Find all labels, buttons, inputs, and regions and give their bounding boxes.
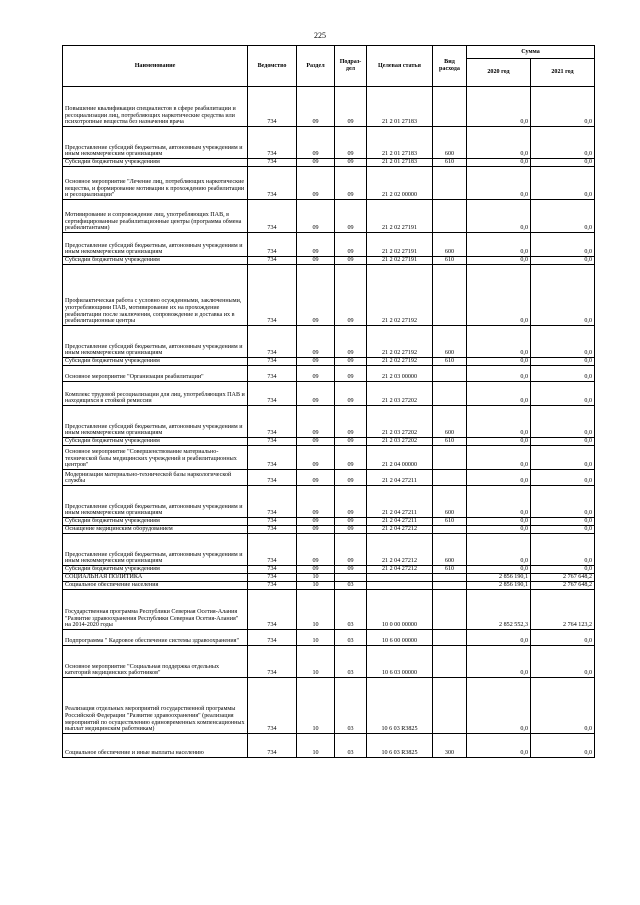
- row-razdel: 09: [297, 382, 335, 406]
- row-sum-2021: 2 764 123,2: [531, 590, 595, 630]
- row-csr: 21 2 02 27192: [367, 326, 433, 358]
- row-sum-2020: 0,0: [467, 486, 531, 518]
- row-vr: [433, 265, 467, 326]
- row-name: Оснащение медицинским оборудованием: [63, 526, 248, 534]
- table-row: [63, 159, 595, 167]
- row-vr: [433, 582, 467, 590]
- row-vedomstvo: 734: [248, 446, 297, 470]
- row-csr: [367, 574, 433, 582]
- row-razdel: 10: [297, 734, 335, 758]
- row-vedomstvo: 734: [248, 574, 297, 582]
- row-sum-2020: 0,0: [467, 518, 531, 526]
- row-razdel: 09: [297, 87, 335, 127]
- row-sum-2020: 2 852 552,3: [467, 590, 531, 630]
- table-row: [63, 127, 595, 159]
- table-row: [63, 233, 595, 257]
- row-sum-2021: 0,0: [531, 167, 595, 200]
- row-csr: 21 2 04 27211: [367, 518, 433, 526]
- row-name: Государственная программа Республики Северная Осетия-Алания "Развитие здравоохранения Республики Северная Осетия-Алания" на 2014-2020 годы: [63, 590, 248, 630]
- row-razdel: 09: [297, 358, 335, 366]
- row-name: Основное мероприятие "Совершенствование материально-технической базы медицинских учреждений и реабилитационных центров": [63, 446, 248, 470]
- table-row: [63, 582, 595, 590]
- row-csr: 21 2 02 00000: [367, 167, 433, 200]
- row-name: Комплекс трудовой ресоциализации для лиц, употребляющих ПАВ и находящихся в стойкой ремиссии: [63, 382, 248, 406]
- row-podrazdel: 09: [335, 257, 367, 265]
- row-name: Социальное обеспечение и иные выплаты населению: [63, 734, 248, 758]
- row-vedomstvo: 734: [248, 566, 297, 574]
- row-sum-2020: 0,0: [467, 326, 531, 358]
- row-vedomstvo: 734: [248, 486, 297, 518]
- row-vedomstvo: 734: [248, 582, 297, 590]
- row-sum-2020: 0,0: [467, 470, 531, 486]
- row-podrazdel: 09: [335, 87, 367, 127]
- row-razdel: 09: [297, 159, 335, 167]
- row-vr: 600: [433, 233, 467, 257]
- row-podrazdel: 09: [335, 566, 367, 574]
- row-name: Предоставление субсидий бюджетным, автономным учреждениям и иным некоммерческим организациям: [63, 233, 248, 257]
- row-razdel: 10: [297, 678, 335, 734]
- row-sum-2020: 2 856 190,1: [467, 574, 531, 582]
- row-sum-2020: 0,0: [467, 630, 531, 646]
- row-sum-2021: 2 767 648,2: [531, 582, 595, 590]
- table-row: [63, 382, 595, 406]
- row-podrazdel: 09: [335, 127, 367, 159]
- header-summa: Сумма: [467, 46, 595, 59]
- row-vedomstvo: 734: [248, 233, 297, 257]
- row-name: Повышение квалификации специалистов в сфере реабилитации и ресоциализации лиц, потребляющих наркотические средства или психотропные вещества без назначения врача: [63, 87, 248, 127]
- row-sum-2020: 0,0: [467, 233, 531, 257]
- row-csr: 21 2 04 27211: [367, 470, 433, 486]
- row-podrazdel: 09: [335, 200, 367, 233]
- header-2020: 2020 год: [467, 59, 531, 87]
- row-vedomstvo: 734: [248, 127, 297, 159]
- row-sum-2021: 0,0: [531, 438, 595, 446]
- row-csr: 21 2 02 27191: [367, 200, 433, 233]
- row-sum-2021: 0,0: [531, 257, 595, 265]
- header-razdel: Раздел: [297, 46, 335, 87]
- row-razdel: 09: [297, 200, 335, 233]
- row-vedomstvo: 734: [248, 366, 297, 382]
- row-csr: 10 6 03 00000: [367, 646, 433, 678]
- row-name: Социальное обеспечение населения: [63, 582, 248, 590]
- row-sum-2021: 0,0: [531, 630, 595, 646]
- header-2021: 2021 год: [531, 59, 595, 87]
- row-razdel: 09: [297, 265, 335, 326]
- row-podrazdel: 09: [335, 358, 367, 366]
- row-vedomstvo: 734: [248, 87, 297, 127]
- row-vr: 300: [433, 734, 467, 758]
- row-sum-2020: 0,0: [467, 366, 531, 382]
- row-name: Субсидии бюджетным учреждениям: [63, 566, 248, 574]
- row-name: Основное мероприятие "Организация реабилитации": [63, 366, 248, 382]
- row-podrazdel: 09: [335, 470, 367, 486]
- row-sum-2021: 0,0: [531, 646, 595, 678]
- row-podrazdel: 03: [335, 734, 367, 758]
- row-vr: 610: [433, 566, 467, 574]
- row-sum-2020: 0,0: [467, 446, 531, 470]
- row-sum-2021: 0,0: [531, 127, 595, 159]
- header-csr: Целевая статья: [367, 46, 433, 87]
- table-row: [63, 566, 595, 574]
- table-row: [63, 678, 595, 734]
- table-row: [63, 167, 595, 200]
- row-csr: 21 2 01 27183: [367, 127, 433, 159]
- row-podrazdel: 09: [335, 382, 367, 406]
- row-sum-2021: 0,0: [531, 566, 595, 574]
- row-podrazdel: 03: [335, 590, 367, 630]
- row-vr: 610: [433, 438, 467, 446]
- table-row: [63, 590, 595, 630]
- table-row: [63, 526, 595, 534]
- row-razdel: 10: [297, 630, 335, 646]
- row-razdel: 10: [297, 646, 335, 678]
- row-csr: 21 2 04 27211: [367, 486, 433, 518]
- row-csr: 21 2 03 27202: [367, 382, 433, 406]
- row-csr: 21 2 01 27183: [367, 87, 433, 127]
- header-vr: Вид расхода: [433, 46, 467, 87]
- row-razdel: 09: [297, 470, 335, 486]
- row-razdel: 09: [297, 326, 335, 358]
- row-sum-2021: 0,0: [531, 734, 595, 758]
- header-name: Наименование: [63, 46, 248, 87]
- row-podrazdel: 03: [335, 646, 367, 678]
- row-sum-2020: 2 856 190,1: [467, 582, 531, 590]
- row-razdel: 09: [297, 526, 335, 534]
- table-row: [63, 257, 595, 265]
- row-vedomstvo: 734: [248, 167, 297, 200]
- row-vr: 600: [433, 326, 467, 358]
- row-vr: [433, 646, 467, 678]
- row-podrazdel: 09: [335, 326, 367, 358]
- row-sum-2021: 0,0: [531, 526, 595, 534]
- row-name: Предоставление субсидий бюджетным, автономным учреждениям и иным некоммерческим организациям: [63, 406, 248, 438]
- row-razdel: 10: [297, 582, 335, 590]
- row-sum-2020: 0,0: [467, 200, 531, 233]
- row-name: Подпрограмма " Кадровое обеспечение системы здравоохранения": [63, 630, 248, 646]
- row-razdel: 09: [297, 127, 335, 159]
- row-vr: [433, 87, 467, 127]
- row-podrazdel: 09: [335, 438, 367, 446]
- row-sum-2021: 0,0: [531, 200, 595, 233]
- row-podrazdel: 09: [335, 406, 367, 438]
- page-number: 225: [314, 31, 326, 40]
- row-sum-2021: 0,0: [531, 326, 595, 358]
- budget-table: [62, 45, 595, 758]
- row-csr: 21 2 01 27183: [367, 159, 433, 167]
- row-vr: 610: [433, 358, 467, 366]
- table-row: [63, 438, 595, 446]
- row-podrazdel: [335, 574, 367, 582]
- row-vr: [433, 446, 467, 470]
- row-csr: 10 0 00 00000: [367, 590, 433, 630]
- row-name: Основное мероприятие "Лечение лиц, потребляющих наркотические вещества, и формирование мотивации к прохождению реабилитации и ресоциализации": [63, 167, 248, 200]
- row-razdel: 09: [297, 486, 335, 518]
- row-vedomstvo: 734: [248, 382, 297, 406]
- row-sum-2020: 0,0: [467, 566, 531, 574]
- row-podrazdel: 09: [335, 233, 367, 257]
- row-vr: [433, 590, 467, 630]
- row-razdel: 09: [297, 534, 335, 566]
- row-name: Профилактическая работа с условно осужденными, заключенными, употребляющими ПАВ, мотивирование их на прохождение реабилитации после заключения, сопровождение и доставка их в реабилитационные центры: [63, 265, 248, 326]
- row-sum-2021: 0,0: [531, 366, 595, 382]
- row-vedomstvo: 734: [248, 630, 297, 646]
- row-csr: 21 2 03 27202: [367, 438, 433, 446]
- row-sum-2021: 0,0: [531, 382, 595, 406]
- table-row: [63, 87, 595, 127]
- row-vr: [433, 167, 467, 200]
- row-sum-2020: 0,0: [467, 406, 531, 438]
- row-sum-2020: 0,0: [467, 265, 531, 326]
- row-csr: 10 6 03 R3825: [367, 734, 433, 758]
- row-sum-2020: 0,0: [467, 127, 531, 159]
- row-sum-2021: 0,0: [531, 233, 595, 257]
- table-row: [63, 470, 595, 486]
- row-csr: 21 2 03 00000: [367, 366, 433, 382]
- table-row: [63, 446, 595, 470]
- row-sum-2020: 0,0: [467, 257, 531, 265]
- row-vr: [433, 366, 467, 382]
- row-csr: 21 2 03 27202: [367, 406, 433, 438]
- row-razdel: 09: [297, 438, 335, 446]
- row-razdel: 09: [297, 518, 335, 526]
- row-sum-2021: 0,0: [531, 87, 595, 127]
- row-razdel: 09: [297, 446, 335, 470]
- row-vedomstvo: 734: [248, 438, 297, 446]
- row-sum-2020: 0,0: [467, 534, 531, 566]
- row-vedomstvo: 734: [248, 326, 297, 358]
- row-vedomstvo: 734: [248, 526, 297, 534]
- row-vr: 600: [433, 534, 467, 566]
- row-csr: 10 6 03 R3825: [367, 678, 433, 734]
- row-vr: [433, 574, 467, 582]
- row-vr: 600: [433, 127, 467, 159]
- header-podrazdel: Подраз- дел: [335, 46, 367, 87]
- table-row: [63, 646, 595, 678]
- row-razdel: 09: [297, 406, 335, 438]
- row-name: Субсидии бюджетным учреждениям: [63, 159, 248, 167]
- table-row: [63, 358, 595, 366]
- row-sum-2021: 0,0: [531, 159, 595, 167]
- row-vr: 600: [433, 406, 467, 438]
- row-name: Субсидии бюджетным учреждениям: [63, 438, 248, 446]
- row-vedomstvo: 734: [248, 257, 297, 265]
- row-vedomstvo: 734: [248, 265, 297, 326]
- row-csr: 21 2 04 27212: [367, 534, 433, 566]
- row-sum-2021: 0,0: [531, 518, 595, 526]
- row-csr: 21 2 04 00000: [367, 446, 433, 470]
- row-podrazdel: 09: [335, 534, 367, 566]
- table-row: [63, 265, 595, 326]
- row-podrazdel: 03: [335, 582, 367, 590]
- table-row: [63, 734, 595, 758]
- row-name: СОЦИАЛЬНАЯ ПОЛИТИКА: [63, 574, 248, 582]
- row-vedomstvo: 734: [248, 518, 297, 526]
- row-vedomstvo: 734: [248, 470, 297, 486]
- row-vr: [433, 200, 467, 233]
- row-name: Предоставление субсидий бюджетным, автономным учреждениям и иным некоммерческим организациям: [63, 127, 248, 159]
- row-sum-2020: 0,0: [467, 526, 531, 534]
- row-vedomstvo: 734: [248, 590, 297, 630]
- row-vr: 600: [433, 486, 467, 518]
- row-sum-2021: 0,0: [531, 678, 595, 734]
- row-sum-2020: 0,0: [467, 87, 531, 127]
- row-podrazdel: 09: [335, 159, 367, 167]
- table-row: [63, 486, 595, 518]
- row-sum-2020: 0,0: [467, 159, 531, 167]
- row-razdel: 09: [297, 366, 335, 382]
- row-podrazdel: 09: [335, 518, 367, 526]
- row-vr: 610: [433, 257, 467, 265]
- row-vr: [433, 470, 467, 486]
- row-vedomstvo: 734: [248, 734, 297, 758]
- row-vr: 610: [433, 159, 467, 167]
- row-razdel: 09: [297, 257, 335, 265]
- row-name: Реализация отдельных мероприятий государственной программы Российской Федерации "Развитие здравоохранения" (реализация мероприятий по осуществлению единовременных компенсационных выплат медицинским работникам): [63, 678, 248, 734]
- row-name: Субсидии бюджетным учреждениям: [63, 518, 248, 526]
- row-csr: 21 2 04 27212: [367, 566, 433, 574]
- row-podrazdel: 09: [335, 366, 367, 382]
- row-sum-2020: 0,0: [467, 734, 531, 758]
- row-razdel: 10: [297, 574, 335, 582]
- row-name: Субсидии бюджетным учреждениям: [63, 358, 248, 366]
- row-sum-2020: 0,0: [467, 167, 531, 200]
- row-sum-2021: 0,0: [531, 265, 595, 326]
- table-row: [63, 534, 595, 566]
- row-vr: [433, 382, 467, 406]
- table-row: [63, 326, 595, 358]
- row-razdel: 09: [297, 167, 335, 200]
- row-csr: 21 2 02 27192: [367, 358, 433, 366]
- row-name: Мотивирование и сопровождение лиц, употребляющих ПАВ, в сертифицированные реабилитационные центры (программа обмена реабилитантами): [63, 200, 248, 233]
- row-name: Основное мероприятие "Социальная поддержка отдельных категорий медицинских работников": [63, 646, 248, 678]
- row-sum-2021: 0,0: [531, 406, 595, 438]
- table-row: [63, 574, 595, 582]
- table-body: [63, 87, 595, 758]
- row-vedomstvo: 734: [248, 646, 297, 678]
- row-vedomstvo: 734: [248, 159, 297, 167]
- table-row: [63, 406, 595, 438]
- row-vedomstvo: 734: [248, 358, 297, 366]
- row-sum-2021: 2 767 648,2: [531, 574, 595, 582]
- row-name: Предоставление субсидий бюджетным, автономным учреждениям и иным некоммерческим организациям: [63, 534, 248, 566]
- table-row: [63, 630, 595, 646]
- row-vedomstvo: 734: [248, 678, 297, 734]
- row-vedomstvo: 734: [248, 406, 297, 438]
- row-podrazdel: 09: [335, 486, 367, 518]
- row-csr: 10 6 00 00000: [367, 630, 433, 646]
- row-sum-2020: 0,0: [467, 678, 531, 734]
- table-row: [63, 518, 595, 526]
- row-podrazdel: 03: [335, 630, 367, 646]
- row-vr: 610: [433, 518, 467, 526]
- row-vedomstvo: 734: [248, 534, 297, 566]
- row-vedomstvo: 734: [248, 200, 297, 233]
- row-csr: 21 2 02 27192: [367, 265, 433, 326]
- row-podrazdel: 03: [335, 678, 367, 734]
- row-csr: 21 2 02 27191: [367, 257, 433, 265]
- row-sum-2021: 0,0: [531, 446, 595, 470]
- row-sum-2020: 0,0: [467, 382, 531, 406]
- row-podrazdel: 09: [335, 265, 367, 326]
- row-vr: [433, 678, 467, 734]
- row-name: Субсидии бюджетным учреждениям: [63, 257, 248, 265]
- row-razdel: 09: [297, 566, 335, 574]
- row-podrazdel: 09: [335, 446, 367, 470]
- row-podrazdel: 09: [335, 167, 367, 200]
- row-csr: [367, 582, 433, 590]
- row-razdel: 09: [297, 233, 335, 257]
- row-name: Предоставление субсидий бюджетным, автономным учреждениям и иным некоммерческим организациям: [63, 486, 248, 518]
- row-name: Модернизация материально-технической базы наркологической службы: [63, 470, 248, 486]
- row-sum-2021: 0,0: [531, 534, 595, 566]
- row-sum-2020: 0,0: [467, 646, 531, 678]
- row-sum-2021: 0,0: [531, 486, 595, 518]
- row-sum-2021: 0,0: [531, 470, 595, 486]
- row-vr: [433, 526, 467, 534]
- row-csr: 21 2 02 27191: [367, 233, 433, 257]
- row-csr: 21 2 04 27212: [367, 526, 433, 534]
- row-name: Предоставление субсидий бюджетным, автономным учреждениям и иным некоммерческим организациям: [63, 326, 248, 358]
- header-vedomstvo: Ведомство: [248, 46, 297, 87]
- row-sum-2020: 0,0: [467, 438, 531, 446]
- row-razdel: 10: [297, 590, 335, 630]
- row-sum-2021: 0,0: [531, 358, 595, 366]
- table-row: [63, 366, 595, 382]
- table-row: [63, 200, 595, 233]
- row-podrazdel: 09: [335, 526, 367, 534]
- row-vr: [433, 630, 467, 646]
- row-sum-2020: 0,0: [467, 358, 531, 366]
